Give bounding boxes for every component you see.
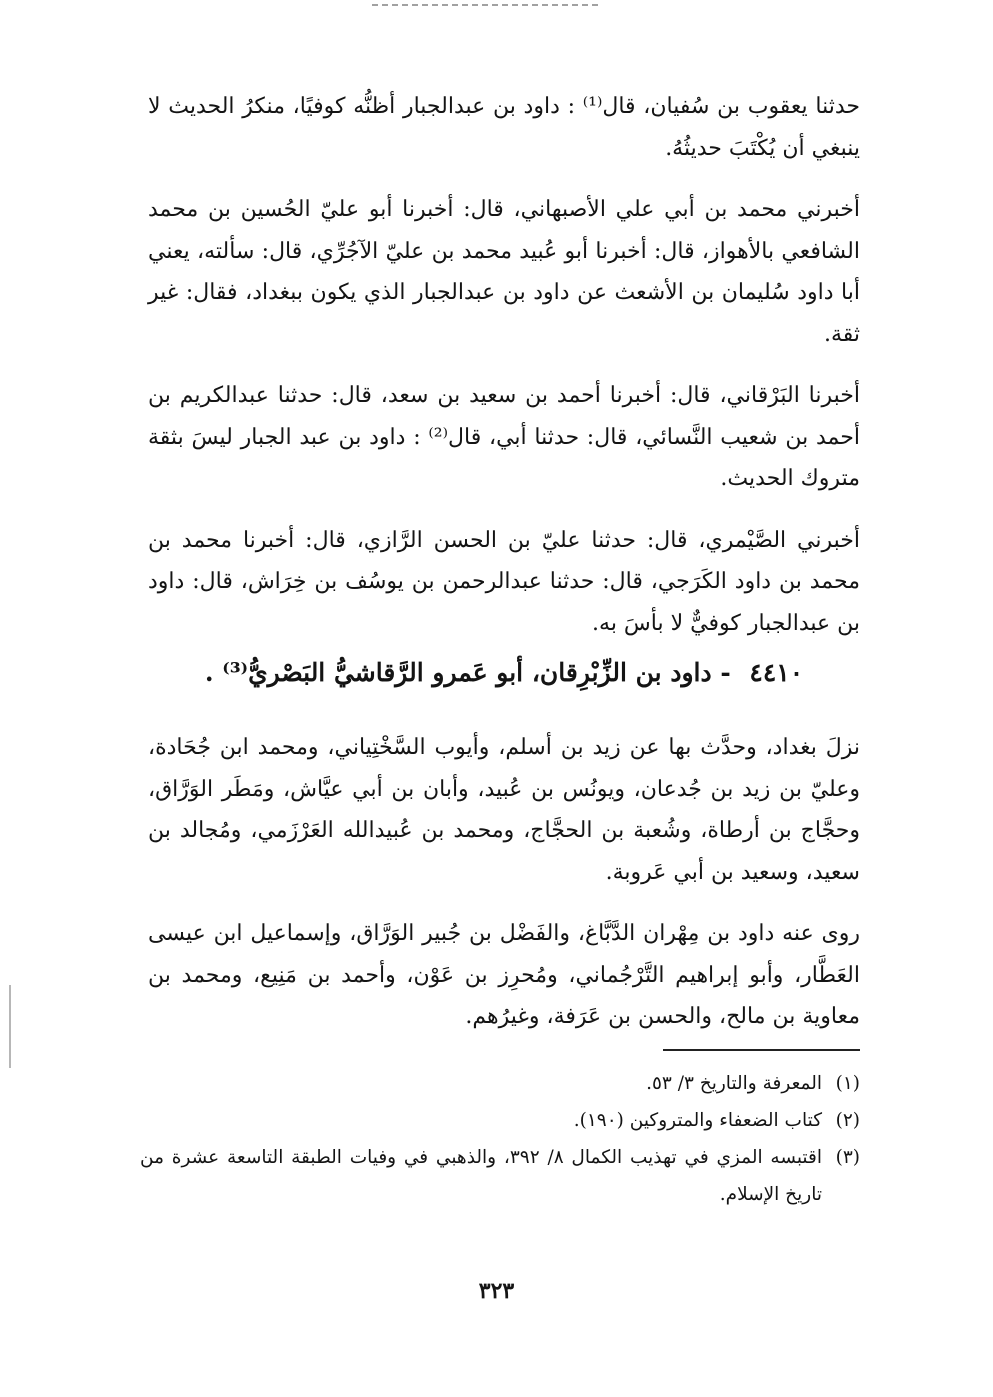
entry-number: ٤٤١٠: [749, 658, 804, 687]
paragraph: حدثنا يعقوب بن سُفيان، قال⁽¹⁾ : داود بن عبدالجبار أظنُّه كوفيًا، منكرُ الحديث لا ينبغي أن يُكْتَبَ حديثُهُ.: [148, 94, 860, 161]
footnote-separator: [663, 1049, 860, 1051]
footnote-text: اقتبسه المزي في تهذيب الكمال ٨/ ٣٩٢، والذهبي في وفيات الطبقة التاسعة عشرة من تاريخ الإسلام.: [140, 1147, 822, 1205]
entry-title: - داود بن الزِّبْرِقان، أبو عَمرو الرَّقاشيُّ البَصْريُّ⁽³⁾ .: [204, 658, 731, 687]
footnote: [140, 1102, 860, 1139]
page-number: ٣٢٣: [478, 1278, 515, 1304]
scan-margin-mark: [9, 985, 11, 1068]
entry-heading: [148, 653, 860, 693]
paragraph: أخبرني الصَّيْمري، قال: حدثنا عليّ بن الحسن الرَّازي، قال: أخبرنا محمد بن محمد بن داود الكَرَجي، قال: حدثنا عبدالرحمن بن يوسُف بن خِرَاش، قال: داود بن عبدالجبار كوفيٌّ لا بأسَ به.: [148, 527, 860, 636]
paragraph: أخبرنا البَرْقاني، قال: أخبرنا أحمد بن سعيد بن سعد، قال: حدثنا عبدالكريم بن أحمد بن شعيب النَّسائي، قال: حدثنا أبي، قال⁽²⁾ : داود بن عبد الجبار ليسَ بثقة متروك الحديث.: [148, 383, 860, 491]
footnote-text: كتاب الضعفاء والمتروكين (١٩٠).: [573, 1110, 822, 1131]
footnote-text: المعرفة والتاريخ ٣/ ٥٣.: [646, 1073, 822, 1094]
body-text-bottom: [148, 727, 860, 1038]
footnotes: [140, 1065, 860, 1213]
paragraph: روى عنه داود بن مِهْران الدَّبَّاغ، والفَضْل بن جُبير الوَرَّاق، وإسماعيل ابن عيسى العَطَّار، وأبو إبراهيم التَّرْجُماني، ومُحرِز بن عَوْن، وأحمد بن مَنِيع، ومحمد بن معاوية بن مالح، والحسن بن عَرَفة، وغيرُهم.: [148, 921, 860, 1029]
paragraph: أخبرني محمد بن أبي علي الأصبهاني، قال: أخبرنا أبو عليّ الحُسين بن محمد الشافعي بالأهواز، قال: أخبرنا أبو عُبيد محمد بن عليّ الآجُرِّي، قال: سألته، يعني أبا داود سُليمان بن الأشعث عن داود بن عبدالجبار الذي يكون ببغداد، فقال: غير ثقة.: [148, 197, 860, 347]
footnote-label: (٣): [835, 1147, 860, 1168]
footnote: [140, 1139, 860, 1213]
body-text-top: [148, 86, 860, 644]
header-rule: [372, 4, 598, 9]
footnote: [140, 1065, 860, 1102]
footnote-label: (٢): [835, 1110, 860, 1131]
paragraph: نزلَ بغداد، وحدَّث بها عن زيد بن أسلم، وأيوب السَّخْتِياني، ومحمد ابن جُحَادة، وعليّ بن زيد بن جُدعان، ويونُس بن عُبيد، وأبان بن أبي عيَّاش، ومَطَر الوَرَّاق، وحجَّاج بن أرطاة، وشُعبة بن الحجَّاج، ومحمد بن عُبيدالله العَرْزَمي، ومُجالد بن سعيد، وسعيد بن أبي عَروبة.: [148, 735, 860, 885]
footnote-label: (١): [835, 1073, 860, 1094]
